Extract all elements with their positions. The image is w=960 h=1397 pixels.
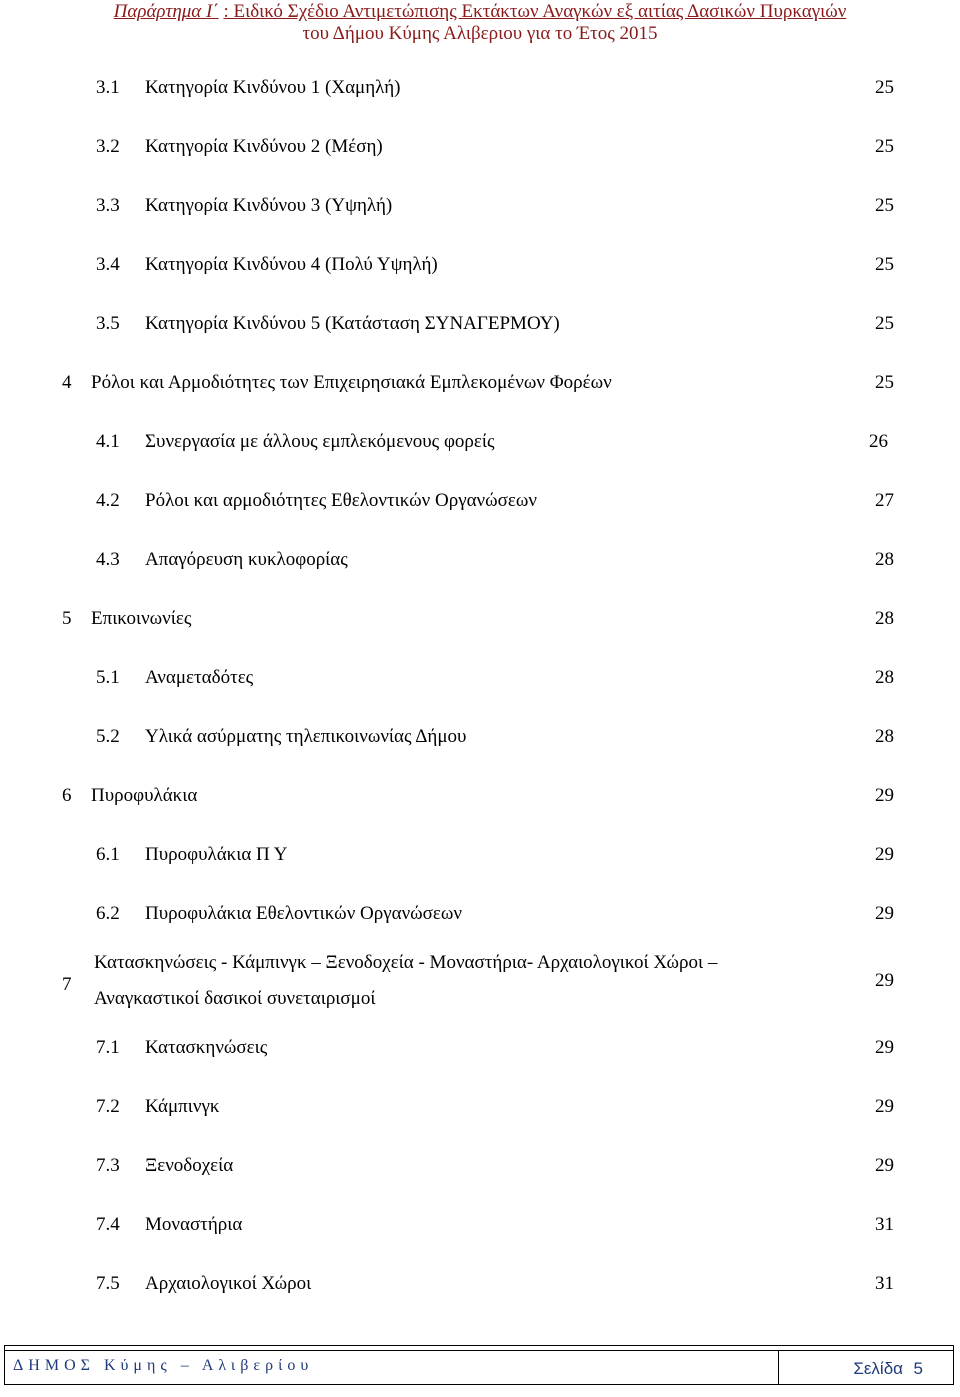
toc-title: Κατηγορία Κινδύνου 5 (Κατάσταση ΣΥΝΑΓΕΡΜΟΥ): [145, 313, 560, 334]
toc-page: 28: [875, 667, 894, 688]
toc-title: Ξενοδοχεία: [145, 1155, 234, 1176]
toc-title: Κατηγορία Κινδύνου 2 (Μέση): [145, 136, 383, 157]
toc-page: 25: [875, 254, 894, 275]
toc-title: Απαγόρευση κυκλοφορίας: [145, 549, 348, 570]
toc-entry[interactable]: [0, 604, 960, 634]
toc-page: 29: [875, 844, 894, 865]
toc-page: 29: [875, 1096, 894, 1117]
document-title: : Ειδικό Σχέδιο Αντιμετώπισης Εκτάκτων Αναγκών εξ αιτίας Δασικών Πυρκαγιών: [223, 1, 847, 22]
toc-page: 29: [875, 903, 894, 924]
toc-title: Κατηγορία Κινδύνου 3 (Υψηλή): [145, 195, 393, 216]
toc-entry[interactable]: [0, 191, 960, 221]
toc-entry[interactable]: [0, 663, 960, 693]
toc-title: Πυροφυλάκια Π Υ: [145, 844, 288, 865]
toc-page: 28: [875, 608, 894, 629]
toc-number: 3.5: [96, 313, 120, 334]
toc-number: 3.1: [96, 77, 120, 98]
toc-page: 28: [875, 549, 894, 570]
toc-number: 7.4: [96, 1214, 120, 1235]
toc-title: Κατασκηνώσεις - Κάμπινγκ – Ξενοδοχεία - Μοναστήρια- Αρχαιολογικοί Χώροι –: [94, 952, 718, 973]
toc-number: 4.3: [96, 549, 120, 570]
toc-title: Πυροφυλάκια Εθελοντικών Οργανώσεων: [145, 903, 462, 924]
toc-title: Ρόλοι και αρμοδιότητες Εθελοντικών Οργανώσεων: [145, 490, 537, 511]
toc-entry[interactable]: [0, 132, 960, 162]
toc-number: 3.4: [96, 254, 120, 275]
toc-number: 5.2: [96, 726, 120, 747]
toc-entry[interactable]: [0, 899, 960, 929]
toc-title: Κατηγορία Κινδύνου 4 (Πολύ Υψηλή): [145, 254, 438, 275]
toc-entry[interactable]: [0, 486, 960, 516]
toc-number: 4.1: [96, 431, 120, 452]
toc-page: 29: [875, 1037, 894, 1058]
toc-entry[interactable]: [0, 73, 960, 103]
toc-number: 7.1: [96, 1037, 120, 1058]
toc-title: Συνεργασία με άλλους εμπλεκόμενους φορείς: [145, 431, 495, 452]
toc-title: Αρχαιολογικοί Χώροι: [145, 1273, 312, 1294]
toc-page: 31: [875, 1273, 894, 1294]
toc-page: 25: [875, 195, 894, 216]
toc-page: 25: [875, 136, 894, 157]
toc-title: Ρόλοι και Αρμοδιότητες των Επιχειρησιακά Εμπλεκομένων Φορέων: [91, 372, 612, 393]
toc-title: Πυροφυλάκια: [91, 785, 198, 806]
toc-title: Μοναστήρια: [145, 1214, 243, 1235]
footer-left-cell: [5, 1351, 779, 1384]
toc-title: Κατηγορία Κινδύνου 1 (Χαμηλή): [145, 77, 401, 98]
toc-title: Κατασκηνώσεις: [145, 1037, 268, 1058]
toc-number: 7.2: [96, 1096, 120, 1117]
toc-entry[interactable]: [0, 368, 960, 398]
toc-number: 6: [62, 785, 72, 806]
toc-title: Κάμπινγκ: [145, 1096, 220, 1117]
toc-number: 6.1: [96, 844, 120, 865]
toc-title-continuation: Αναγκαστικοί δασικοί συνεταιρισμοί: [94, 988, 376, 1009]
toc-page: 26: [869, 431, 888, 452]
toc-entry[interactable]: [0, 1269, 960, 1299]
toc-entry[interactable]: [0, 545, 960, 575]
page-footer: [4, 1345, 954, 1385]
toc-page: 25: [875, 313, 894, 334]
toc-number: 5.1: [96, 667, 120, 688]
toc-number: 4: [62, 372, 72, 393]
toc-number: 7: [62, 974, 72, 995]
toc-entry[interactable]: [0, 1033, 960, 1063]
toc-number: 5: [62, 608, 72, 629]
toc-number: 3.2: [96, 136, 120, 157]
header-line-1: [0, 1, 960, 23]
toc-number: 3.3: [96, 195, 120, 216]
header-line-2: του Δήμου Κύμης Αλιβεριου για το Έτος 2015: [302, 23, 658, 44]
toc-entry[interactable]: [0, 781, 960, 811]
page-label: Σελίδα: [853, 1359, 903, 1378]
toc-page: 25: [875, 372, 894, 393]
toc-number: 4.2: [96, 490, 120, 511]
municipality-name: ΔΗΜΟΣ Κύμης – Αλιβερίου: [13, 1357, 314, 1374]
appendix-label: Παράρτημα Ι΄: [113, 1, 219, 22]
toc-entry[interactable]: [0, 1151, 960, 1181]
toc-page: 29: [875, 970, 894, 991]
toc-entry[interactable]: [0, 1092, 960, 1122]
toc-title: Αναμεταδότες: [145, 667, 254, 688]
toc-page: 29: [875, 785, 894, 806]
toc-entry[interactable]: [0, 946, 960, 1018]
toc-entry[interactable]: [0, 840, 960, 870]
toc-title: Επικοινωνίες: [91, 608, 192, 629]
toc-entry[interactable]: [0, 427, 960, 457]
toc-entry[interactable]: [0, 1210, 960, 1240]
toc-page: 31: [875, 1214, 894, 1235]
toc-number: 7.5: [96, 1273, 120, 1294]
toc-page: 29: [875, 1155, 894, 1176]
page-number: 5: [913, 1359, 923, 1378]
footer-right-cell: [783, 1351, 953, 1384]
toc-number: 7.3: [96, 1155, 120, 1176]
toc-entry[interactable]: [0, 722, 960, 752]
toc-page: 28: [875, 726, 894, 747]
toc-page: 27: [875, 490, 894, 511]
toc-entry[interactable]: [0, 309, 960, 339]
toc-title: Υλικά ασύρματης τηλεπικοινωνίας Δήμου: [145, 726, 467, 747]
page-header: [0, 0, 960, 46]
toc-number: 6.2: [96, 903, 120, 924]
toc-entry[interactable]: [0, 250, 960, 280]
toc-page: 25: [875, 77, 894, 98]
